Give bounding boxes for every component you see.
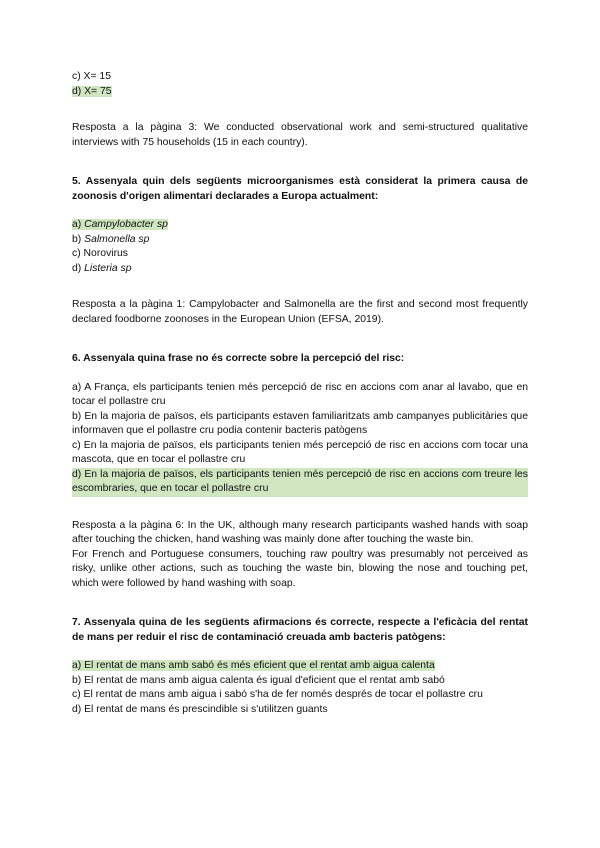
q5-option-d: d) Listeria sp bbox=[72, 262, 132, 274]
q5-answer: Resposta a la pàgina 1: Campylobacter and Salmonella are the first and second most frequently declared foodborne zoonoses in the European Union (EFSA, 2019). bbox=[72, 299, 528, 325]
q5-option-a-correct: a) Campylobacter sp bbox=[72, 219, 168, 230]
q7-option-c: c) El rentat de mans amb aigua i sabó s'ha de fer només després de tocar el pollastre cru bbox=[72, 689, 483, 700]
q6-option-b: b) En la majoria de països, els participants estaven familiaritzats amb campanyes publicitàries que informaven que el pollastre cru podia contenir bacteris patògens bbox=[72, 410, 528, 436]
q7-option-a-correct: a) El rentat de mans amb sabó és més eficient que el rentat amb aigua calenta bbox=[72, 660, 435, 671]
question-5-title: 5. Assenyala quin dels següents microorganismes està considerat la primera causa de zoonosis d'origen alimentari declarades a Europa actualment: bbox=[72, 176, 528, 202]
q5-option-b: b) Salmonella sp bbox=[72, 233, 150, 245]
question-6-title: 6. Assenyala quina frase no és correcte sobre la percepció del risc: bbox=[72, 353, 405, 364]
q6-answer-part-1: Resposta a la pàgina 6: In the UK, although many research participants washed hands with soap after touching the chicken, hand washing was mainly done after touching the waste bin. bbox=[72, 519, 528, 545]
q6-option-a: a) A França, els participants tenien més percepció de risc en accions com anar al lavabo, que en tocar el pollastre cru bbox=[72, 381, 528, 407]
question-7-title: 7. Assenyala quina de les següents afirmacions és correcte, respecte a l'eficàcia del rentat de mans per reduir el risc de contaminació creuada amb bacteris patògens: bbox=[72, 617, 528, 643]
prev-answer: Resposta a la pàgina 3: We conducted observational work and semi-structured qualitative interviews with 75 households (15 in each country). bbox=[72, 122, 528, 148]
q6-option-c: c) En la majoria de països, els participants tenien més percepció de risc en accions com tocar una mascota, que en tocar el pollastre cru bbox=[72, 439, 528, 465]
q7-option-d: d) El rentat de mans és prescindible si s'utilitzen guants bbox=[72, 703, 328, 715]
prev-option-d-correct: d) X= 75 bbox=[72, 85, 112, 97]
q6-option-d-correct: d) En la majoria de països, els participants tenien més percepció de risc en accions com treure les escombraries, que en tocar el pollastre cru bbox=[72, 468, 528, 497]
q6-answer-part-2: For French and Portuguese consumers, touching raw poultry was presumably not perceived as risky, unlike other actions, such as touching the waste bin, blowing the nose and touching pet, which were followed by hand washing with soap. bbox=[72, 548, 528, 589]
prev-option-c: c) X= 15 bbox=[72, 71, 111, 82]
q5-option-c: c) Norovirus bbox=[72, 248, 129, 259]
document-page bbox=[72, 70, 528, 717]
q7-option-b: b) El rentat de mans amb aigua calenta és igual d'eficient que el rentat amb sabó bbox=[72, 674, 445, 686]
